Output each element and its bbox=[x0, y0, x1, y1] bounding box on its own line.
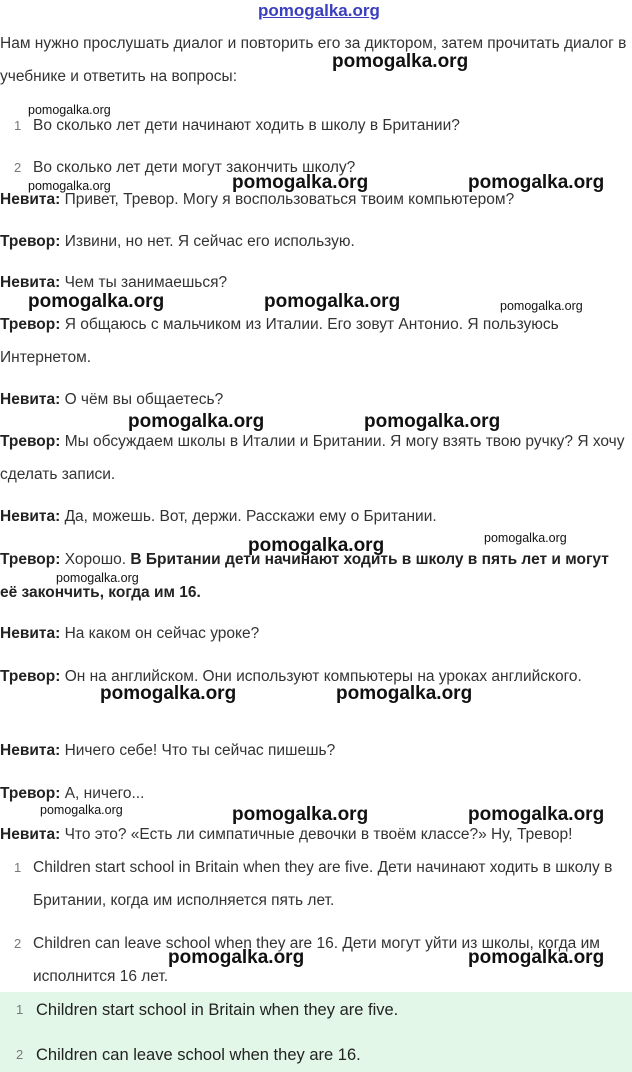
watermark: pomogalka.org bbox=[56, 571, 139, 585]
line-text: Привет, Тревор. Могу я воспользоваться твоим компьютером? bbox=[64, 191, 515, 208]
watermark: pomogalka.org bbox=[332, 51, 469, 72]
watermark: pomogalka.org bbox=[40, 803, 123, 817]
item-number: 1 bbox=[16, 1002, 24, 1017]
highlighted-answer-text: В Британии дети начинают ходить в школу в пять лет и могут её закончить, когда им 16. bbox=[0, 551, 609, 601]
answer-text: Children can leave school when they are 16. Дети могут уйти из школы, когда им исполнится 16 лет. bbox=[33, 935, 600, 985]
watermark: pomogalka.org bbox=[100, 683, 237, 704]
watermark: pomogalka.org bbox=[232, 172, 369, 193]
dialogue-line bbox=[0, 308, 630, 374]
item-number: 2 bbox=[16, 1047, 24, 1062]
line-text: Я общаюсь с мальчиком из Италии. Его зовут Антонио. Я пользуюсь Интернетом. bbox=[0, 316, 559, 366]
watermark: pomogalka.org bbox=[468, 804, 605, 825]
watermark: pomogalka.org bbox=[468, 947, 605, 968]
dialogue-line bbox=[0, 425, 630, 491]
line-text: Извини, но нет. Я сейчас его использую. bbox=[64, 233, 355, 250]
watermark: pomogalka.org bbox=[484, 531, 567, 545]
speaker-label: Тревор: bbox=[0, 316, 61, 333]
speaker-label: Тревор: bbox=[0, 433, 61, 450]
answer-text: Children start school in Britain when they are five. bbox=[36, 1001, 399, 1019]
speaker-label: Невита: bbox=[0, 274, 61, 291]
site-header-link[interactable]: pomogalka.org bbox=[258, 1, 380, 20]
watermark: pomogalka.org bbox=[28, 179, 111, 193]
line-text: Да, можешь. Вот, держи. Расскажи ему о Британии. bbox=[64, 508, 437, 525]
answer-box bbox=[0, 992, 632, 1072]
item-number: 1 bbox=[14, 118, 22, 133]
item-number: 1 bbox=[14, 860, 22, 875]
speaker-label: Невита: bbox=[0, 191, 61, 208]
intro-text: Нам нужно прослушать диалог и повторить его за диктором, затем прочитать диалог в учебнике и ответить на вопросы: bbox=[0, 35, 627, 85]
speaker-label: Невита: bbox=[0, 742, 61, 759]
speaker-label: Тревор: bbox=[0, 668, 61, 685]
watermark: pomogalka.org bbox=[500, 299, 583, 313]
watermark: pomogalka.org bbox=[168, 947, 305, 968]
dialogue-line bbox=[0, 617, 630, 650]
speaker-label: Невита: bbox=[0, 391, 61, 408]
line-text: Мы обсуждаем школы в Италии и Британии. Я могу взять твою ручку? Я хочу сделать записи. bbox=[0, 433, 625, 483]
watermark: pomogalka.org bbox=[232, 804, 369, 825]
speaker-label: Тревор: bbox=[0, 233, 61, 250]
watermark: pomogalka.org bbox=[364, 411, 501, 432]
line-text: А, ничего... bbox=[64, 785, 145, 802]
line-text: Ничего себе! Что ты сейчас пишешь? bbox=[64, 742, 336, 759]
answer-text: Children can leave school when they are 16. bbox=[36, 1046, 361, 1064]
question-text: Во сколько лет дети могут закончить школу? bbox=[33, 159, 356, 176]
dialogue-line bbox=[0, 500, 630, 533]
answer-text: Children start school in Britain when they are five. Дети начинают ходить в школу в Британии, когда им исполняется пять лет. bbox=[33, 859, 613, 909]
line-text: Он на английском. Они используют компьютеры на уроках английского. bbox=[64, 668, 582, 685]
speaker-label: Тревор: bbox=[0, 785, 61, 802]
line-text: Хорошо. bbox=[64, 551, 127, 568]
dialogue-line bbox=[0, 660, 630, 693]
question-text: Во сколько лет дети начинают ходить в школу в Британии? bbox=[33, 117, 460, 134]
watermark: pomogalka.org bbox=[28, 291, 165, 312]
line-text: На каком он сейчас уроке? bbox=[64, 625, 260, 642]
line-text: Что это? «Есть ли симпатичные девочки в твоём классе?» Ну, Тревор! bbox=[64, 826, 573, 843]
line-text: О чём вы общаетесь? bbox=[64, 391, 224, 408]
watermark: pomogalka.org bbox=[28, 103, 111, 117]
item-number: 2 bbox=[14, 160, 22, 175]
item-number: 2 bbox=[14, 936, 22, 951]
speaker-label: Невита: bbox=[0, 625, 61, 642]
answers-explained-list bbox=[0, 851, 625, 993]
watermark: pomogalka.org bbox=[248, 535, 385, 556]
watermark: pomogalka.org bbox=[336, 683, 473, 704]
watermark: pomogalka.org bbox=[468, 172, 605, 193]
watermark: pomogalka.org bbox=[128, 411, 265, 432]
dialogue-line bbox=[0, 225, 630, 258]
line-text: Чем ты занимаешься? bbox=[64, 274, 228, 291]
speaker-label: Тревор: bbox=[0, 551, 61, 568]
list-item bbox=[0, 851, 625, 917]
speaker-label: Невита: bbox=[0, 826, 61, 843]
dialogue-line bbox=[0, 383, 630, 416]
watermark: pomogalka.org bbox=[264, 291, 401, 312]
speaker-label: Невита: bbox=[0, 508, 61, 525]
dialogue-line bbox=[0, 734, 630, 767]
